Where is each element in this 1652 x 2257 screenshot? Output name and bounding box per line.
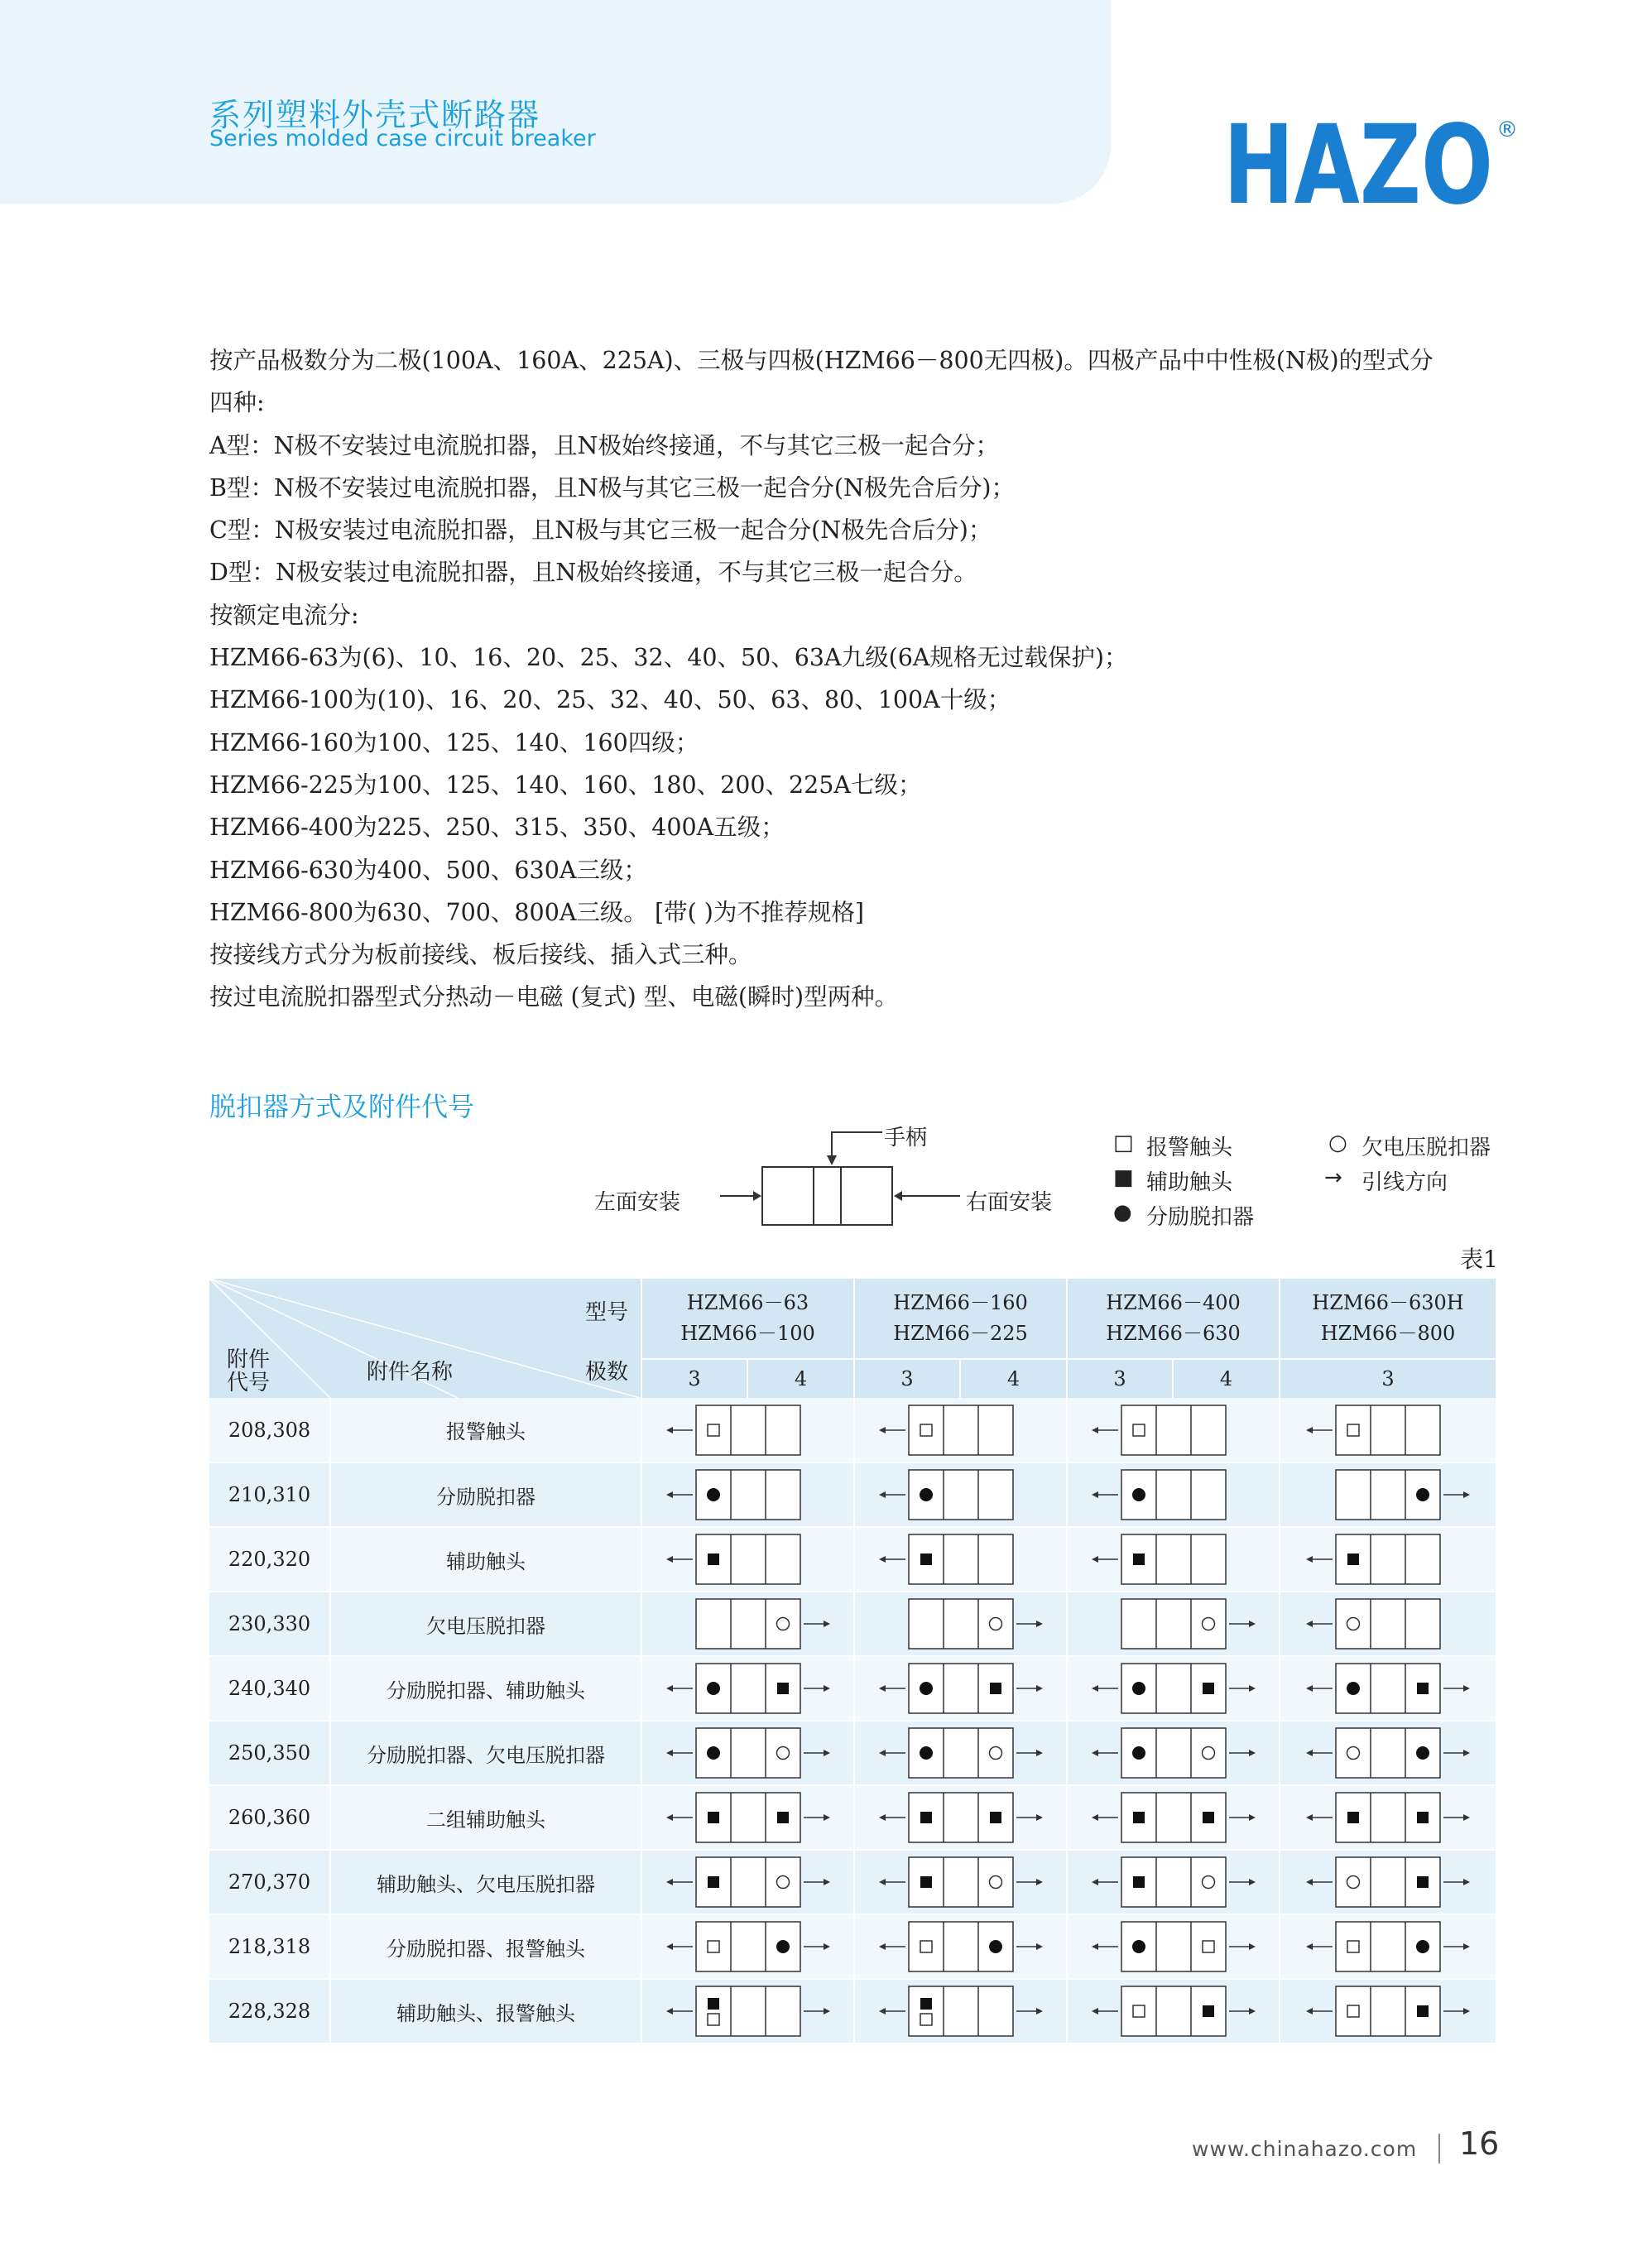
shunt-release-icon	[1132, 1488, 1145, 1501]
lead-arrow-right-icon	[1016, 2008, 1043, 2014]
intro-line: A型：N极不安装过电流脱扣器，且N极始终接通，不与其它三极一起合分；	[209, 431, 999, 459]
shunt-release-icon	[776, 1940, 790, 1953]
model-header: HZM66－63 HZM66－100	[641, 1279, 854, 1359]
breaker-wiring-diagram	[1070, 1789, 1277, 1846]
breaker-wiring-diagram	[645, 1659, 852, 1717]
wiring-symbol-cell	[641, 1527, 854, 1592]
lead-arrow-left-icon	[879, 1750, 905, 1756]
wiring-symbol-cell	[1280, 1914, 1496, 1979]
wiring-symbol-cell	[641, 1850, 854, 1914]
lead-arrow-right-icon	[1443, 1879, 1470, 1885]
wiring-symbol-cell	[854, 1721, 1067, 1785]
auxiliary-contact-icon	[708, 1553, 719, 1565]
auxiliary-contact-icon	[708, 1876, 719, 1888]
table-row	[209, 1527, 1496, 1592]
section-title: 脱扣器方式及附件代号	[209, 1091, 475, 1122]
table-row	[209, 1721, 1496, 1785]
lead-arrow-right-icon	[1229, 1621, 1256, 1627]
accessory-code: 220,320	[209, 1527, 330, 1592]
wiring-symbol-cell	[1280, 1592, 1496, 1656]
breaker-wiring-diagram	[645, 1724, 852, 1782]
accessory-code: 270,370	[209, 1850, 330, 1914]
table-row	[209, 1979, 1496, 2043]
accessory-code: 228,328	[209, 1979, 330, 2043]
lead-arrow-right-icon	[1443, 1814, 1470, 1821]
accessory-code: 260,360	[209, 1785, 330, 1850]
intro-line: HZM66-63为(6)、10、16、20、25、32、40、50、63A九级(6A规格无过载保护)；	[209, 644, 1128, 672]
breaker-wiring-diagram	[645, 1982, 852, 2040]
accessory-code: 210,310	[209, 1462, 330, 1527]
table-row	[209, 1592, 1496, 1656]
intro-line: D型：N极安装过电流脱扣器，且N极始终接通，不与其它三极一起合分。	[209, 559, 977, 587]
accessory-name: 分励脱扣器、报警触头	[330, 1914, 641, 1979]
wiring-symbol-cell	[1067, 1914, 1280, 1979]
lead-arrow-right-icon	[1229, 1814, 1256, 1821]
accessory-code: 208,308	[209, 1398, 330, 1462]
lead-arrow-right-icon	[1443, 1943, 1470, 1950]
svg-text:®: ®	[1496, 118, 1518, 142]
accessory-name: 报警触头	[330, 1398, 641, 1462]
intro-line: 按产品极数分为二极(100A、160A、225A)、三极与四极(HZM66－800无四极)。四极产品中中性极(N极)的型式分	[209, 347, 1433, 374]
shunt-release-icon	[707, 1682, 720, 1695]
accessory-name: 辅助触头、欠电压脱扣器	[330, 1850, 641, 1914]
auxiliary-contact-icon	[920, 1553, 932, 1565]
auxiliary-contact-icon	[1203, 1683, 1214, 1694]
wiring-symbol-cell	[1280, 1979, 1496, 2043]
intro-line: 按额定电流分:	[209, 601, 359, 629]
lead-arrow-left-icon	[666, 1685, 693, 1692]
auxiliary-contact-icon	[1417, 2005, 1429, 2017]
accessory-name: 分励脱扣器、辅助触头	[330, 1656, 641, 1721]
intro-line: HZM66-800为630、700、800A三级。 [带( )为不推荐规格]	[209, 898, 865, 926]
breaker-wiring-diagram	[1070, 1659, 1277, 1717]
shunt-release-icon	[1132, 1746, 1145, 1760]
breaker-wiring-diagram	[1285, 1595, 1491, 1653]
lead-arrow-right-icon	[1229, 1750, 1256, 1756]
breaker-wiring-diagram	[1070, 1530, 1277, 1588]
lead-arrow-right-icon	[1016, 1621, 1043, 1627]
lead-arrow-right-icon	[804, 2008, 830, 2014]
wiring-symbol-cell	[641, 1592, 854, 1656]
lead-arrow-left-icon	[1092, 1491, 1118, 1498]
auxiliary-contact-icon	[1347, 1553, 1359, 1565]
lead-arrow-left-icon	[1092, 1556, 1118, 1563]
lead-arrow-right-icon	[804, 1814, 830, 1821]
pole-count: 4	[747, 1359, 854, 1398]
breaker-wiring-diagram	[1070, 1853, 1277, 1911]
lead-arrow-left-icon	[1306, 1621, 1333, 1627]
shunt-release-icon	[707, 1488, 720, 1501]
wiring-symbol-cell	[1067, 1785, 1280, 1850]
breaker-wiring-diagram	[645, 1853, 852, 1911]
right-mount-label: 右面安装	[966, 1190, 1053, 1215]
wiring-symbol-cell	[854, 1592, 1067, 1656]
lead-arrow-right-icon	[1443, 1491, 1470, 1498]
lead-arrow-left-icon	[879, 1879, 905, 1885]
footer-url: www.chinahazo.com	[1192, 2137, 1418, 2161]
breaker-wiring-diagram	[857, 1982, 1064, 2040]
lead-arrow-left-icon	[1092, 1943, 1118, 1950]
lead-arrow-right-icon	[1016, 1685, 1043, 1692]
accessory-name: 分励脱扣器	[330, 1462, 641, 1527]
shunt-release-icon	[1416, 1488, 1429, 1501]
breaker-wiring-diagram	[1285, 1530, 1491, 1588]
auxiliary-contact-icon	[920, 1812, 932, 1823]
intro-line: HZM66-100为(10)、16、20、25、32、40、50、63、80、100A十级；	[209, 686, 1011, 714]
auxiliary-contact-icon	[990, 1812, 1001, 1823]
lead-arrow-left-icon	[666, 1427, 693, 1433]
footer-divider	[1438, 2134, 1440, 2163]
table-row	[209, 1462, 1496, 1527]
wiring-symbol-cell	[1067, 1398, 1280, 1462]
accessory-name: 辅助触头、报警触头	[330, 1979, 641, 2043]
breaker-wiring-diagram	[857, 1853, 1064, 1911]
intro-line: HZM66-400为225、250、315、350、400A五级；	[209, 814, 785, 842]
lead-arrow-right-icon	[804, 1879, 830, 1885]
shunt-release-icon	[707, 1746, 720, 1760]
lead-arrow-left-icon	[666, 1491, 693, 1498]
mounting-diagram	[720, 1117, 985, 1233]
accessory-code: 218,318	[209, 1914, 330, 1979]
shunt-release-icon	[920, 1488, 933, 1501]
pole-count: 3	[854, 1359, 960, 1398]
lead-arrow-right-icon	[1443, 1750, 1470, 1756]
auxiliary-contact-icon	[1417, 1683, 1429, 1694]
header-name: 附件名称	[367, 1360, 454, 1385]
auxiliary-contact-icon	[1417, 1812, 1429, 1823]
lead-arrow-left-icon	[1092, 1814, 1118, 1821]
model-header: HZM66－160 HZM66－225	[854, 1279, 1067, 1359]
lead-arrow-left-icon	[1306, 1427, 1333, 1433]
breaker-wiring-diagram	[857, 1401, 1064, 1459]
intro-line: 四种:	[209, 389, 265, 417]
lead-arrow-left-icon	[879, 1556, 905, 1563]
intro-line: 按接线方式分为板前接线、板后接线、插入式三种。	[209, 941, 752, 969]
lead-arrow-left-icon	[1092, 1750, 1118, 1756]
lead-arrow-left-icon	[666, 1943, 693, 1950]
lead-arrow-left-icon	[879, 1943, 905, 1950]
wiring-symbol-cell	[641, 1721, 854, 1785]
wiring-symbol-cell	[641, 1398, 854, 1462]
table-row	[209, 1850, 1496, 1914]
lead-arrow-right-icon	[804, 1750, 830, 1756]
wiring-symbol-cell	[1067, 1527, 1280, 1592]
wiring-symbol-cell	[641, 1656, 854, 1721]
intro-line: HZM66-630为400、500、630A三级；	[209, 856, 647, 884]
header-code: 附件 代号	[227, 1347, 271, 1395]
wiring-symbol-cell	[854, 1398, 1067, 1462]
wiring-symbol-cell	[854, 1850, 1067, 1914]
breaker-wiring-diagram	[645, 1918, 852, 1976]
lead-arrow-right-icon	[804, 1621, 830, 1627]
lead-arrow-left-icon	[666, 1879, 693, 1885]
wiring-symbol-cell	[1280, 1462, 1496, 1527]
legend-auxiliary-label: 辅助触头	[1146, 1170, 1233, 1195]
shunt-release-icon	[989, 1940, 1002, 1953]
lead-arrow-left-icon	[666, 1814, 693, 1821]
lead-arrow-left-icon	[1092, 1685, 1118, 1692]
pole-count: 4	[960, 1359, 1067, 1398]
wiring-symbol-cell	[1280, 1527, 1496, 1592]
wiring-symbol-cell	[1067, 1721, 1280, 1785]
table-caption: 表1	[1460, 1246, 1498, 1273]
lead-arrow-left-icon	[879, 1685, 905, 1692]
breaker-wiring-diagram	[1285, 1982, 1491, 2040]
wiring-symbol-cell	[854, 1785, 1067, 1850]
intro-line: HZM66-225为100、125、140、160、180、200、225A七级；	[209, 771, 922, 799]
lead-arrow-right-icon	[1016, 1814, 1043, 1821]
wiring-symbol-cell	[1280, 1785, 1496, 1850]
breaker-wiring-diagram	[1070, 1595, 1277, 1653]
shunt-release-icon	[1132, 1682, 1145, 1695]
lead-arrow-left-icon	[1092, 1427, 1118, 1433]
auxiliary-contact-icon	[1133, 1553, 1145, 1565]
pole-count: 3	[641, 1359, 747, 1398]
legend-dot-icon: ●	[1113, 1200, 1132, 1225]
breaker-wiring-diagram	[1285, 1659, 1491, 1717]
lead-arrow-left-icon	[1306, 1750, 1333, 1756]
lead-arrow-left-icon	[1306, 1556, 1333, 1563]
table-corner-header	[209, 1279, 641, 1398]
svg-text:HAZO: HAZO	[1223, 112, 1493, 211]
breaker-wiring-diagram	[1285, 1789, 1491, 1846]
intro-line: 按过电流脱扣器型式分热动－电磁 (复式) 型、电磁(瞬时)型两种。	[209, 983, 899, 1011]
breaker-wiring-diagram	[645, 1401, 852, 1459]
wiring-symbol-cell	[641, 1979, 854, 2043]
table-row	[209, 1398, 1496, 1462]
lead-arrow-right-icon	[1229, 1879, 1256, 1885]
breaker-wiring-diagram	[857, 1530, 1064, 1588]
wiring-symbol-cell	[854, 1979, 1067, 2043]
breaker-wiring-diagram	[1070, 1401, 1277, 1459]
table-row	[209, 1914, 1496, 1979]
lead-arrow-right-icon	[804, 1943, 830, 1950]
pole-count: 3	[1067, 1359, 1173, 1398]
lead-arrow-right-icon	[1016, 1943, 1043, 1950]
lead-arrow-right-icon	[1443, 1685, 1470, 1692]
breaker-wiring-diagram	[645, 1466, 852, 1524]
lead-arrow-left-icon	[666, 2008, 693, 2014]
intro-line: C型：N极安装过电流脱扣器，且N极与其它三极一起合分(N极先合后分)；	[209, 516, 992, 545]
wiring-symbol-cell	[1067, 1656, 1280, 1721]
legend-arrow-icon: →	[1324, 1165, 1342, 1190]
wiring-symbol-cell	[1067, 1979, 1280, 2043]
auxiliary-contact-icon	[777, 1683, 789, 1694]
lead-arrow-right-icon	[1016, 1879, 1043, 1885]
breaker-wiring-diagram	[857, 1595, 1064, 1653]
legend-lead-direction-label: 引线方向	[1361, 1170, 1448, 1195]
auxiliary-contact-icon	[1203, 2005, 1214, 2017]
auxiliary-contact-icon	[777, 1812, 789, 1823]
lead-arrow-left-icon	[879, 1491, 905, 1498]
model-header: HZM66－400 HZM66－630	[1067, 1279, 1280, 1359]
lead-arrow-left-icon	[879, 2008, 905, 2014]
lead-arrow-right-icon	[1443, 2008, 1470, 2014]
legend-alarm-label: 报警触头	[1146, 1136, 1233, 1160]
wiring-symbol-cell	[854, 1914, 1067, 1979]
wiring-symbol-cell	[854, 1527, 1067, 1592]
breaker-wiring-diagram	[645, 1789, 852, 1846]
lead-arrow-right-icon	[1016, 1750, 1043, 1756]
auxiliary-contact-icon	[1133, 1876, 1145, 1888]
auxiliary-contact-icon	[1347, 1812, 1359, 1823]
breaker-wiring-diagram	[857, 1466, 1064, 1524]
wiring-symbol-cell	[1067, 1592, 1280, 1656]
breaker-wiring-diagram	[1285, 1466, 1491, 1524]
accessory-name: 辅助触头	[330, 1527, 641, 1592]
lead-arrow-left-icon	[1306, 1814, 1333, 1821]
header-title-en: Series molded case circuit breaker	[209, 126, 596, 151]
lead-arrow-left-icon	[1092, 2008, 1118, 2014]
table-row	[209, 1656, 1496, 1721]
accessory-code: 250,350	[209, 1721, 330, 1785]
lead-arrow-right-icon	[1229, 1685, 1256, 1692]
wiring-symbol-cell	[1280, 1850, 1496, 1914]
handle-label: 手柄	[884, 1126, 928, 1150]
page-number: 16	[1459, 2125, 1500, 2162]
accessory-code: 240,340	[209, 1656, 330, 1721]
auxiliary-contact-icon	[1203, 1812, 1214, 1823]
lead-arrow-right-icon	[1229, 2008, 1256, 2014]
left-mount-label: 左面安装	[594, 1190, 681, 1215]
breaker-wiring-diagram	[1070, 1918, 1277, 1976]
lead-arrow-right-icon	[1229, 1943, 1256, 1950]
breaker-wiring-diagram	[645, 1595, 852, 1653]
lead-arrow-left-icon	[879, 1814, 905, 1821]
breaker-wiring-diagram	[1070, 1982, 1277, 2040]
lead-arrow-left-icon	[879, 1427, 905, 1433]
shunt-release-icon	[920, 1682, 933, 1695]
auxiliary-contact-icon	[708, 1812, 719, 1823]
accessory-name: 分励脱扣器、欠电压脱扣器	[330, 1721, 641, 1785]
intro-line: HZM66-160为100、125、140、160四级；	[209, 728, 699, 756]
breaker-wiring-diagram	[1285, 1853, 1491, 1911]
header-title-cn: 系列塑料外壳式断路器	[209, 97, 541, 133]
legend-shunt-label: 分励脱扣器	[1146, 1205, 1255, 1230]
wiring-symbol-cell	[1067, 1850, 1280, 1914]
breaker-wiring-diagram	[857, 1789, 1064, 1846]
pole-count: 4	[1173, 1359, 1280, 1398]
lead-arrow-left-icon	[1306, 1943, 1333, 1950]
legend-circle-icon: ○	[1328, 1131, 1347, 1155]
accessory-name: 二组辅助触头	[330, 1785, 641, 1850]
auxiliary-contact-icon	[1133, 1812, 1145, 1823]
wiring-symbol-cell	[1067, 1462, 1280, 1527]
breaker-wiring-diagram	[857, 1724, 1064, 1782]
breaker-wiring-diagram	[1070, 1466, 1277, 1524]
wiring-symbol-cell	[641, 1914, 854, 1979]
accessory-name: 欠电压脱扣器	[330, 1592, 641, 1656]
model-header: HZM66－630H HZM66－800	[1280, 1279, 1496, 1359]
wiring-symbol-cell	[854, 1656, 1067, 1721]
auxiliary-contact-icon	[920, 1876, 932, 1888]
breaker-wiring-diagram	[645, 1530, 852, 1588]
wiring-symbol-cell	[641, 1462, 854, 1527]
legend-black-square-icon: ■	[1113, 1165, 1134, 1190]
auxiliary-contact-icon	[990, 1683, 1001, 1694]
hazo-logo	[1223, 112, 1521, 211]
lead-arrow-left-icon	[1092, 1879, 1118, 1885]
lead-arrow-left-icon	[666, 1556, 693, 1563]
intro-text	[209, 339, 1501, 1019]
shunt-release-icon	[920, 1746, 933, 1760]
lead-arrow-left-icon	[666, 1750, 693, 1756]
pole-count: 3	[1280, 1359, 1496, 1398]
header-poles: 极数	[585, 1360, 629, 1385]
accessory-table	[209, 1279, 1497, 2044]
wiring-symbol-cell	[854, 1462, 1067, 1527]
wiring-symbol-cell	[1280, 1398, 1496, 1462]
breaker-wiring-diagram	[1285, 1918, 1491, 1976]
shunt-release-icon	[1132, 1940, 1145, 1953]
header-background	[0, 0, 1111, 204]
shunt-release-icon	[1347, 1682, 1360, 1695]
breaker-wiring-diagram	[857, 1659, 1064, 1717]
wiring-symbol-cell	[641, 1785, 854, 1850]
wiring-symbol-cell	[1280, 1656, 1496, 1721]
intro-line: B型：N极不安装过电流脱扣器，且N极与其它三极一起合分(N极先合后分)；	[209, 473, 1015, 502]
accessory-code: 230,330	[209, 1592, 330, 1656]
lead-arrow-left-icon	[1306, 1685, 1333, 1692]
breaker-wiring-diagram	[1070, 1724, 1277, 1782]
breaker-wiring-diagram	[1285, 1401, 1491, 1459]
breaker-wiring-diagram	[857, 1918, 1064, 1976]
auxiliary-contact-icon	[1417, 1876, 1429, 1888]
wiring-symbol-cell	[1280, 1721, 1496, 1785]
table-row	[209, 1785, 1496, 1850]
breaker-wiring-diagram	[1285, 1724, 1491, 1782]
legend-square-icon: □	[1113, 1131, 1134, 1155]
shunt-release-icon	[1416, 1940, 1429, 1953]
header-model: 型号	[585, 1300, 629, 1325]
shunt-release-icon	[1416, 1746, 1429, 1760]
lead-arrow-left-icon	[1306, 2008, 1333, 2014]
legend-undervoltage-label: 欠电压脱扣器	[1361, 1136, 1491, 1160]
lead-arrow-right-icon	[804, 1685, 830, 1692]
lead-arrow-left-icon	[1306, 1879, 1333, 1885]
